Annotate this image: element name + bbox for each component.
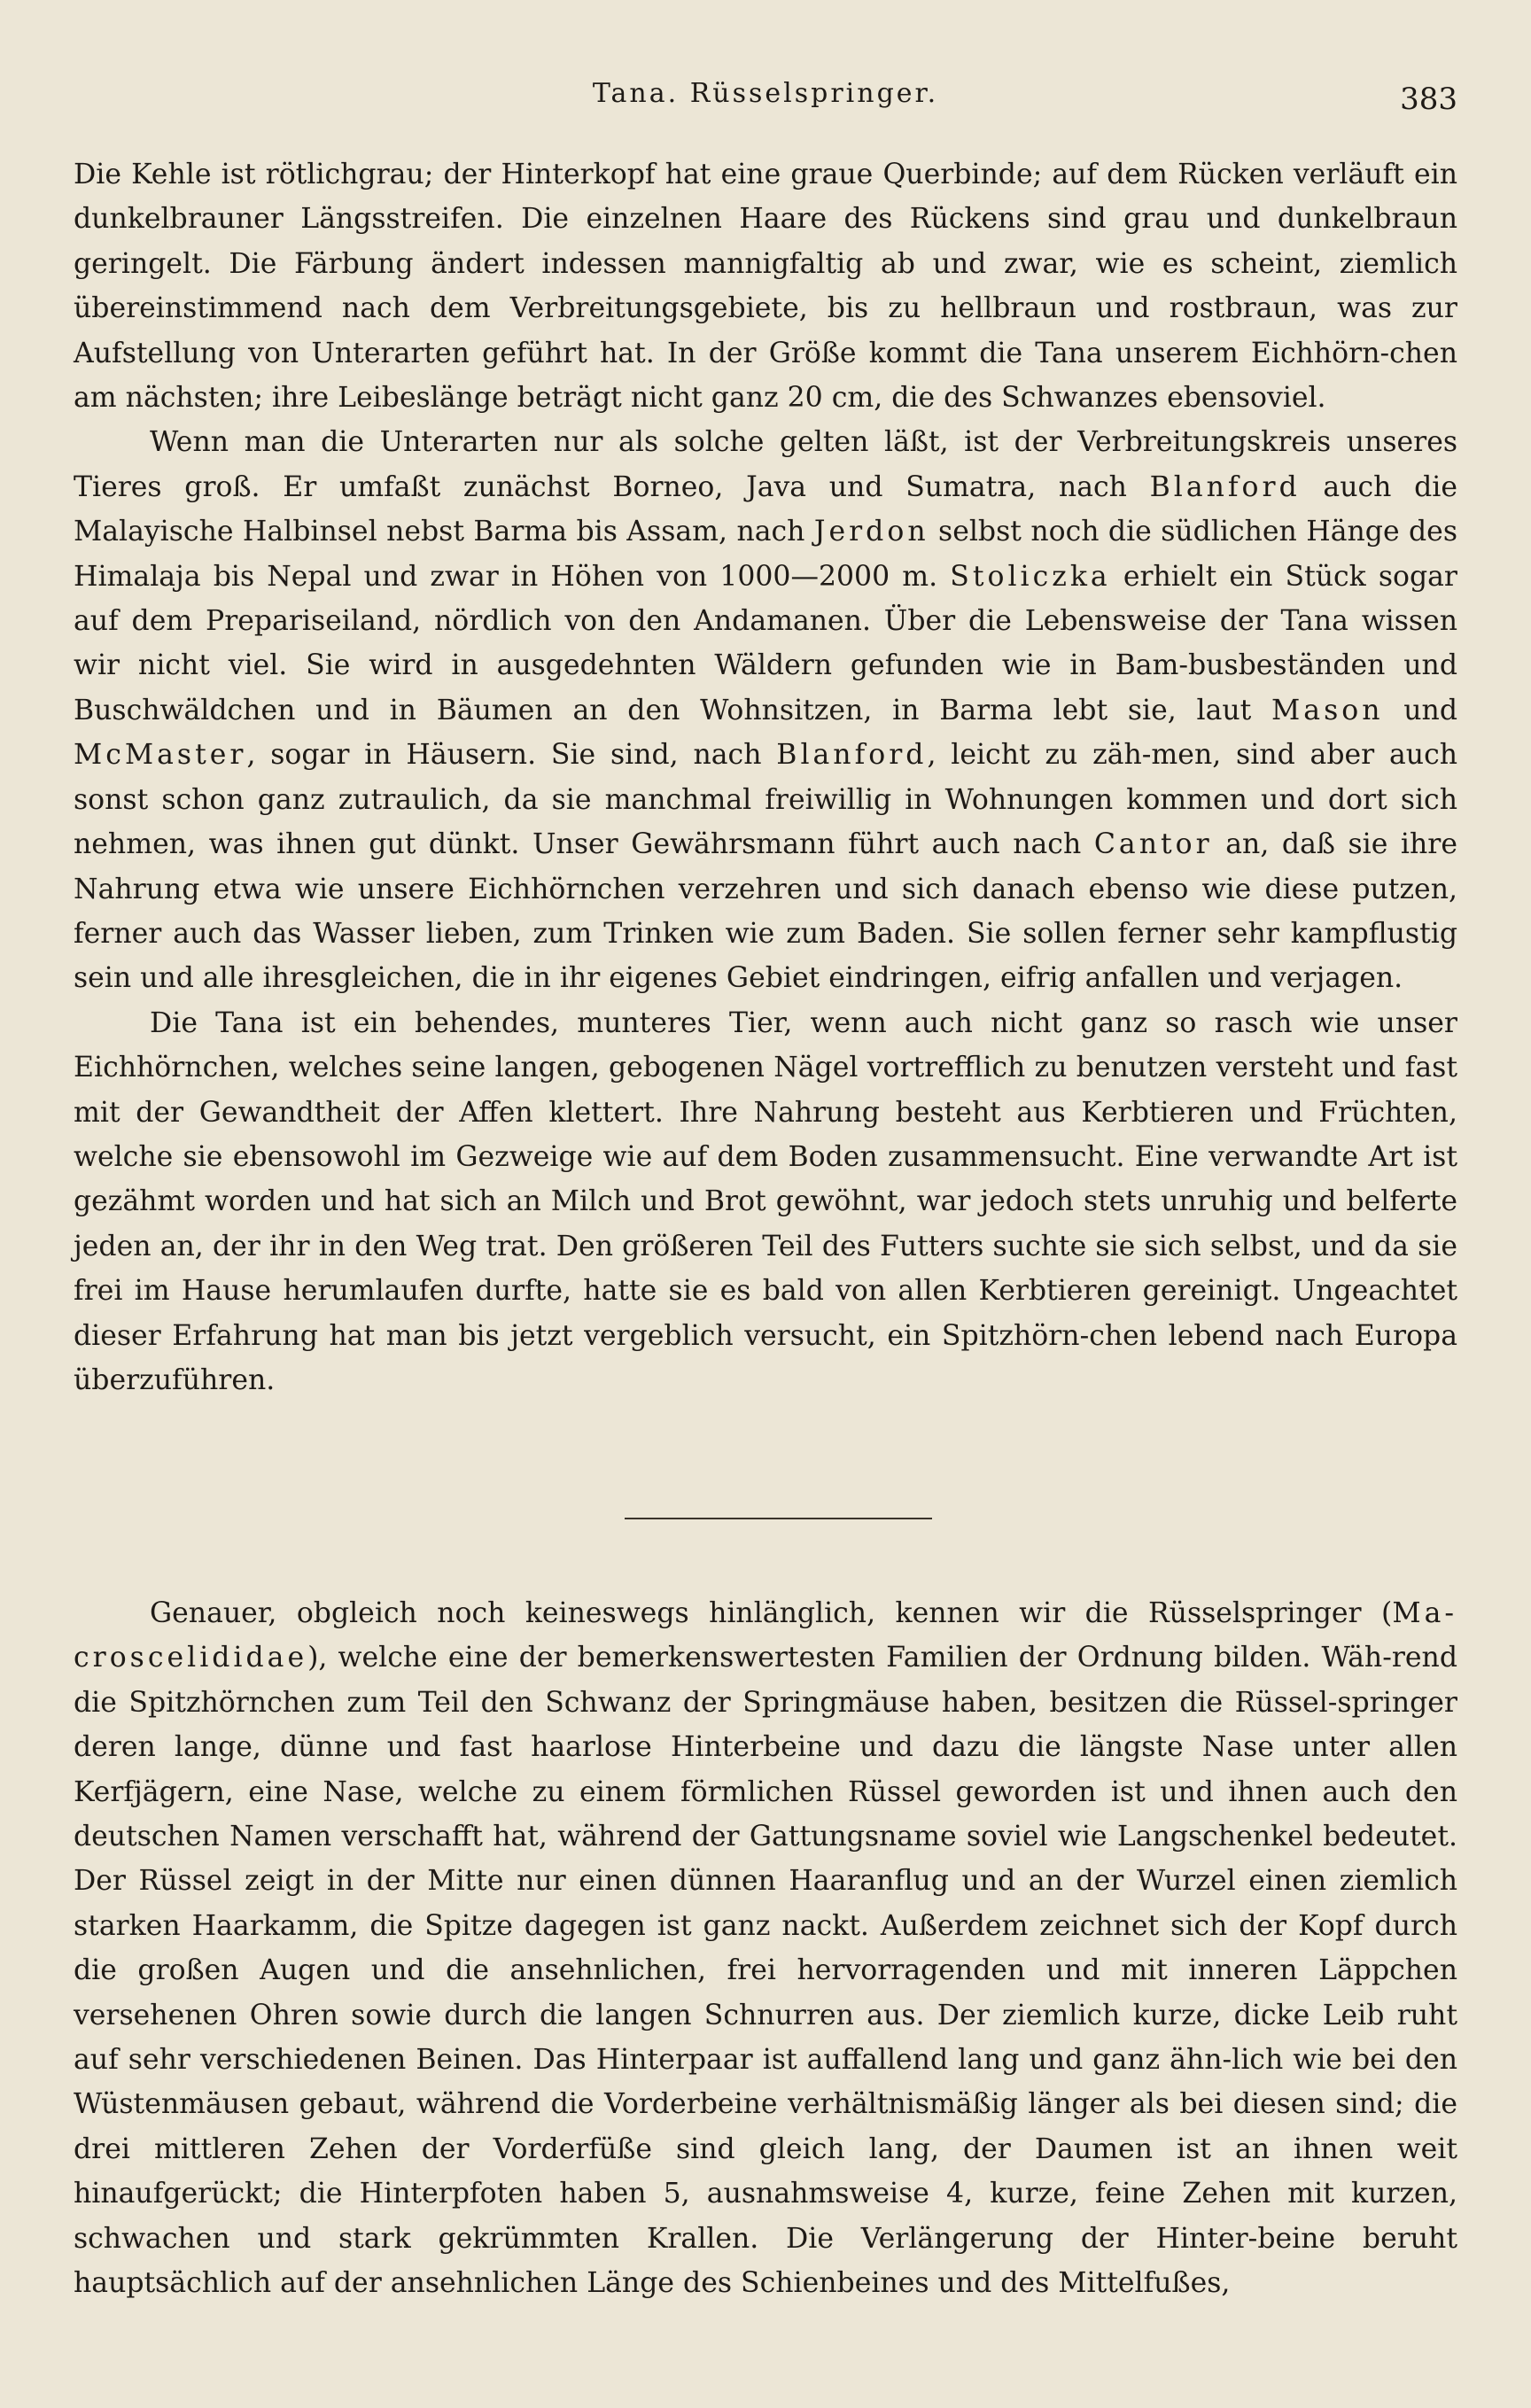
family-name: Ma-croscelididae (74, 1597, 1457, 1674)
text-run: ), welche eine der bemerkenswertesten Familien der Ordnung bilden. Wäh-rend die Spitzhörnchen zum Teil den Schwanz der Springmäuse haben, besitzen die Rüssel-springer deren lange, dünne und fast haarlose Hinterbeine und dazu die längste Nase unter allen Kerfjägern, eine Nase, welche zu einem förmlichen Rüssel geworden ist und ihnen auch den deutschen Namen verschafft hat, während der Gattungsname soviel wie Langschenkel bedeutet. Der Rüssel zeigt in der Mitte nur einen dünnen Haaranflug und an der Wurzel einen ziemlich starken Haarkamm, die Spitze dagegen ist ganz nackt. Außerdem zeichnet sich der Kopf durch die großen Augen und die ansehnlichen, frei hervorragenden und mit inneren Läppchen versehenen Ohren sowie durch die langen Schnurren aus. Der ziemlich kurze, dicke Leib ruht auf sehr verschiedenen Beinen. Das Hinterpaar ist auffallend lang und ganz ähn-lich wie bei den Wüstenmäusen gebaut, während die Vorderbeine verhältnismäßig länger als bei diesen sind; die drei mittleren Zehen der Vorderfüße sind gleich lang, der Daumen ist an ihnen weit hinaufgerückt; die Hinterpfoten haben 5, ausnahmsweise 4, kurze, feine Zehen mit kurzen, schwachen und stark gekrümmten Krallen. Die Verlängerung der Hinter-beine beruht hauptsächlich auf der ansehnlichen Länge des Schienbeines und des Mittelfußes, (74, 1642, 1457, 2300)
paragraph-ruesselspringer-intro (74, 1591, 1457, 2306)
text-run: Die Tana ist ein behendes, munteres Tier, wenn auch nicht ganz so rasch wie unser Eichhörnchen, welches seine langen, gebogenen Nägel vortrefflich zu benutzen versteht und fast mit der Gewandtheit der Affen klettert. Ihre Nahrung besteht aus Kerbtieren und Früchten, welche sie ebensowohl im Gezweige wie auf dem Boden zusammensucht. Eine verwandte Art ist gezähmt worden und hat sich an Milch und Brot gewöhnt, war jedoch stets unruhig und belferte jeden an, der ihr in den Weg trat. Den größeren Teil des Futters suchte sie sich selbst, und da sie frei im Hause herumlaufen durfte, hatte sie es bald von allen Kerbtieren gereinigt. Ungeachtet dieser Erfahrung hat man bis jetzt vergeblich versucht, ein Spitzhörn-chen lebend nach Europa überzuführen. (74, 1006, 1457, 1396)
body-text-section-one (74, 152, 1457, 1402)
author-name: Blanford (1149, 470, 1301, 503)
author-name: McMaster (74, 739, 247, 772)
page-number: 383 (1400, 82, 1457, 117)
running-head (74, 76, 1457, 117)
author-name: Stoliczka (950, 560, 1111, 593)
text-run: auch die Malayische Halbinsel nebst Barma bis Assam, nach (74, 470, 1457, 548)
text-run: erhielt ein Stück sogar auf dem Prepariseiland, nördlich von den Andamanen. Über die Lebensweise der Tana wissen wir nicht viel. Sie wird in ausgedehnten Wäldern gefunden wie in Bam-busbeständen und Buschwäldchen und in Bäumen an den Wohnsitzen, in Barma lebt sie, laut (74, 560, 1457, 726)
text-run: Wenn man die Unterarten nur als solche gelten läßt, ist der Verbreitungskreis unseres Tieres groß. Er umfaßt zunächst Borneo, Java und Sumatra, nach (74, 426, 1457, 503)
text-run: und (1383, 694, 1457, 726)
text-run: Genauer, obgleich noch keineswegs hinlänglich, kennen wir die Rüsselspringer ( (150, 1597, 1393, 1629)
author-name: Jerdon (813, 516, 929, 548)
text-run: , leicht zu zäh-men, sind aber auch sonst schon ganz zutraulich, da sie manchmal freiwillig in Wohnungen kommen und dort sich nehmen, was ihnen gut dünkt. Unser Gewährsmann führt auch nach (74, 739, 1457, 861)
author-name: Mason (1271, 694, 1384, 726)
paragraph-tana-behavior (74, 1001, 1457, 1403)
author-name: Blanford (776, 739, 928, 772)
paragraph-tana-distribution (74, 420, 1457, 1000)
text-run: an, daß sie ihre Nahrung etwa wie unsere Eichhörnchen verzehren und sich danach ebenso wie diese putzen, ferner auch das Wasser lieben, zum Trinken wie zum Baden. Sie sollen ferner sehr kampflustig sein und alle ihresgleichen, die in ihr eigenes Gebiet eindringen, eifrig anfallen und verjagen. (74, 828, 1457, 995)
text-run: , sogar in Häusern. Sie sind, nach (246, 739, 777, 772)
text-run: Die Kehle ist rötlichgrau; der Hinterkopf hat eine graue Querbinde; auf dem Rücken verläuft ein dunkelbrauner Längsstreifen. Die einzelnen Haare des Rückens sind grau und dunkelbraun geringelt. Die Färbung ändert indessen mannigfaltig ab und zwar, wie es scheint, ziemlich übereinstimmend nach dem Verbreitungsgebiete, bis zu hellbraun und rostbraun, was zur Aufstellung von Unterarten geführt hat. In der Größe kommt die Tana unserem Eichhörn-chen am nächsten; ihre Leibeslänge beträgt nicht ganz 20 cm, die des Schwanzes ebensoviel. (74, 159, 1457, 415)
author-name: Cantor (1093, 828, 1213, 861)
paragraph-tana-description (74, 152, 1457, 420)
running-title: Tana. Rüsselspringer. (592, 78, 939, 109)
section-separator-rule (625, 1518, 932, 1519)
text-run: selbst noch die südlichen Hänge des Himalaja bis Nepal und zwar in Höhen von 1000—2000 m. (74, 516, 1457, 593)
body-text-section-two (74, 1591, 1457, 2306)
